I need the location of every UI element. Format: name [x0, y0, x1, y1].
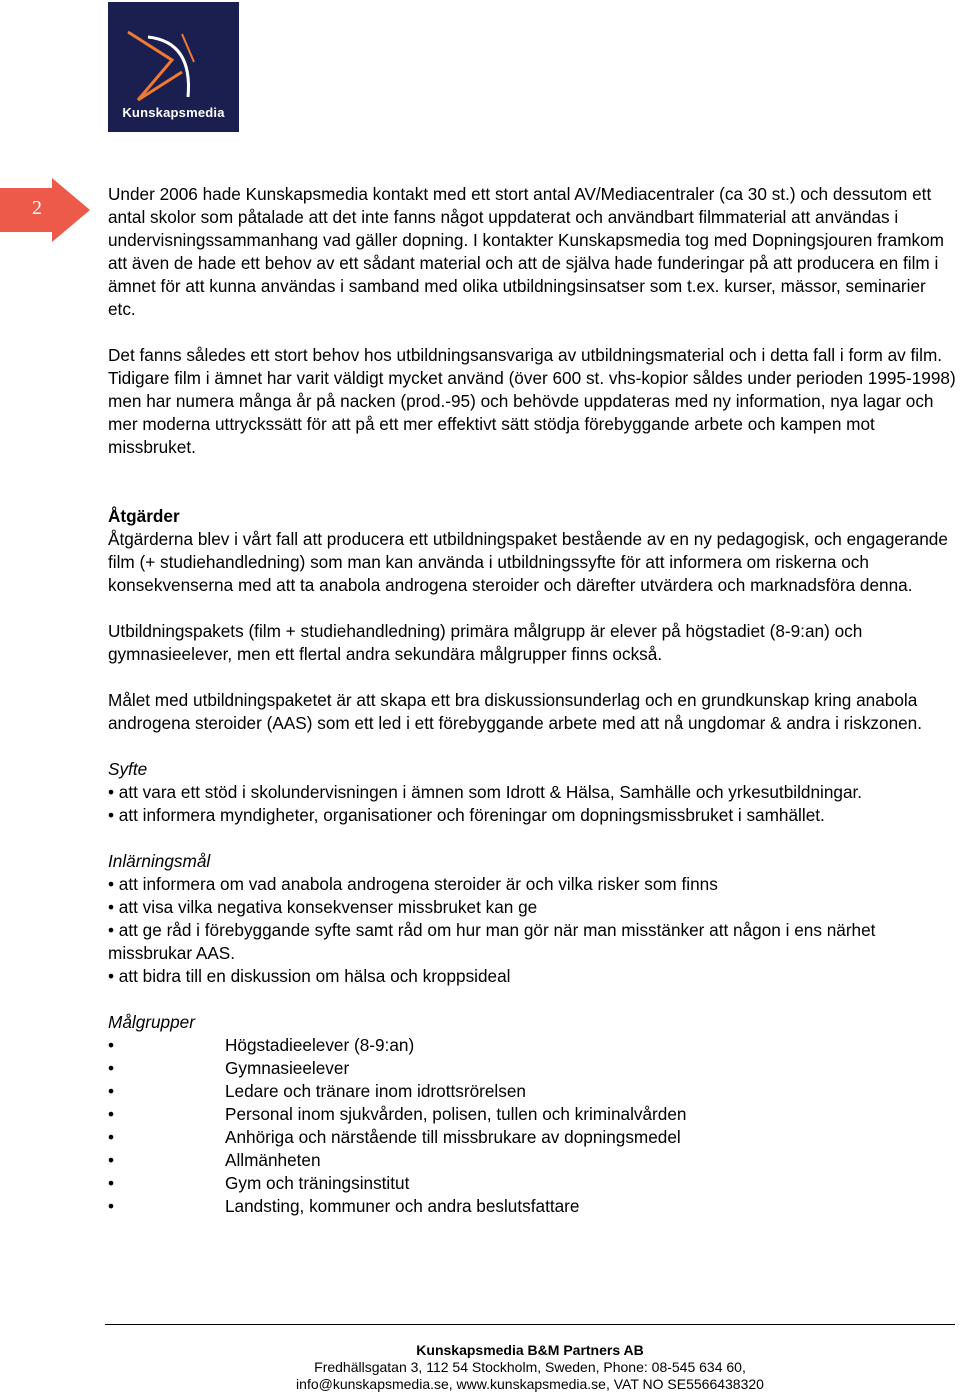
company-logo [108, 2, 239, 132]
intro-paragraph-1: Under 2006 hade Kunskapsmedia kontakt med ett stort antal AV/Mediacentraler (ca 30 st.) och dessutom ett antal skolor som påtalade att det inte fanns något uppdaterat och användbart filmmaterial att användas i undervisningssammanhang vad gäller dopning. I kontakter Kunskapsmedia tog med Dopningsjouren framkom att även de hade ett behov av ett sådant material och att de själva hade funderingar på att producera en film i ämnet för att kunna användas i samband med olika utbildningsinsatser som t.ex. kurser, mässor, seminarier etc. [108, 184, 944, 319]
syfte-item: • att informera myndigheter, organisationer och föreningar om dopningsmissbruket i samhället. [108, 805, 825, 825]
inlarningsmal-item: • att informera om vad anabola androgena steroider är och vilka risker som finns [108, 874, 718, 894]
list-item: • Högstadieelever (8-9:an) [108, 1035, 415, 1055]
footer-divider [105, 1324, 955, 1325]
section-heading-inlarningsmal: Inlärningsmål [108, 851, 211, 871]
document-body [108, 183, 958, 1218]
atgarder-paragraph-1: Åtgärderna blev i vårt fall att producera ett utbildningspaket bestående av en ny pedagogisk, och engagerande film (+ studiehandledning) som man kan använda i utbildningssyfte för att informera om riskerna och konsekvenserna med att ta anabola androgena steroider och därefter utvärdera och marknadsföra denna. [108, 529, 948, 595]
bullet-icon: • [108, 1173, 115, 1193]
bullet-icon: • [108, 1035, 115, 1055]
list-item: • Ledare och tränare inom idrottsrörelsen [108, 1081, 526, 1101]
list-item: • Personal inom sjukvården, polisen, tullen och kriminalvården [108, 1104, 687, 1124]
section-heading-atgarder: Åtgärder [108, 506, 180, 526]
intro-paragraph-2: Det fanns således ett stort behov hos utbildningsansvariga av utbildningsmaterial och i detta fall i form av film. Tidigare film i ämnet har varit väldigt mycket använd (över 600 st. vhs-kopior såldes under perioden 1995-1998) men har numera många år på nacken (prod.-95) och behövde uppdateras med ny information, nya lagar och mer moderna uttryckssätt för att på ett mer effektivt sätt stödja förebyggande arbete och kampen mot missbruket. [108, 345, 956, 457]
list-item: • Anhöriga och närstående till missbrukare av dopningsmedel [108, 1127, 681, 1147]
bullet-icon: • [108, 1196, 115, 1216]
list-item: • Gym och träningsinstitut [108, 1173, 410, 1193]
list-item: • Landsting, kommuner och andra beslutsfattare [108, 1196, 580, 1216]
bullet-icon: • [108, 1081, 115, 1101]
syfte-item: • att vara ett stöd i skolundervisningen i ämnen som Idrott & Hälsa, Samhälle och yrkesutbildningar. [108, 782, 863, 802]
list-item: • Allmänheten [108, 1150, 321, 1170]
inlarningsmal-item: • att ge råd i förebyggande syfte samt råd om hur man gör när man misstänker att någon i ens närhet missbrukar AAS. [108, 920, 876, 963]
bullet-icon: • [108, 1127, 115, 1147]
inlarningsmal-item: • att visa vilka negativa konsekvenser missbruket kan ge [108, 897, 538, 917]
bullet-icon: • [108, 1104, 115, 1124]
section-heading-syfte: Syfte [108, 759, 148, 779]
footer-contact: info@kunskapsmedia.se, www.kunskapsmedia.se, VAT NO SE5566438320 [296, 1376, 764, 1392]
section-heading-malgrupper: Målgrupper [108, 1012, 195, 1032]
logo-text: Kunskapsmedia [122, 105, 225, 120]
footer-company: Kunskapsmedia B&M Partners AB [416, 1342, 644, 1358]
bullet-icon: • [108, 1058, 115, 1078]
atgarder-paragraph-3: Målet med utbildningspaketet är att skapa ett bra diskussionsunderlag och en grundkunskap kring anabola androgena steroider (AAS) som ett led i ett förebyggande arbete med att nå ungdomar & andra i riskzonen. [108, 690, 923, 733]
malgrupper-list [108, 1034, 958, 1218]
footer-address: Fredhällsgatan 3, 112 54 Stockholm, Sweden, Phone: 08-545 634 60, [314, 1359, 746, 1375]
list-item: • Gymnasieelever [108, 1058, 350, 1078]
atgarder-paragraph-2: Utbildningspakets (film + studiehandledning) primära målgrupp är elever på högstadiet (8-9:an) och gymnasieelever, men ett flertal andra sekundära målgrupper finns också. [108, 621, 863, 664]
page-number: 2 [32, 197, 42, 219]
footer [105, 1342, 955, 1393]
bullet-icon: • [108, 1150, 115, 1170]
inlarningsmal-item: • att bidra till en diskussion om hälsa och kroppsideal [108, 966, 511, 986]
